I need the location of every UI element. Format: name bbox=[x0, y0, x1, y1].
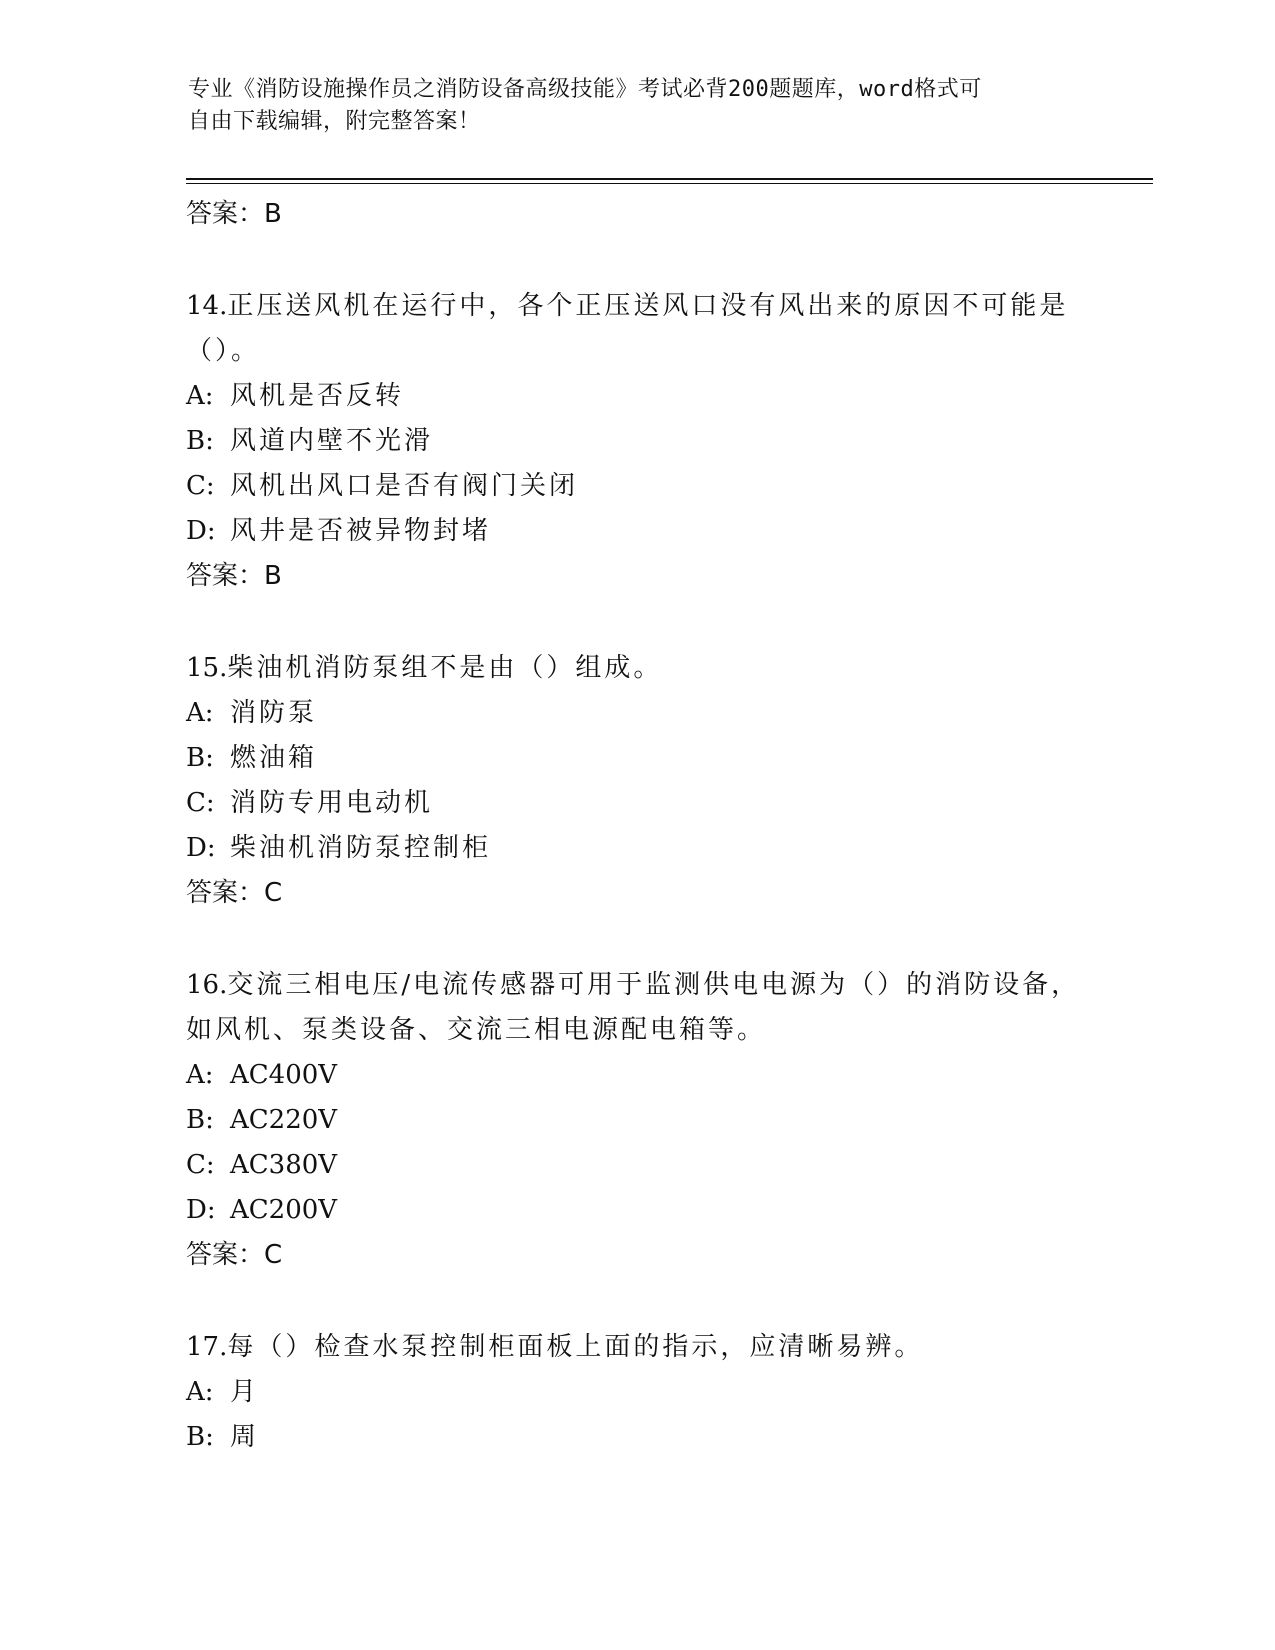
option-letter: D: bbox=[186, 1195, 216, 1225]
option-d bbox=[186, 1188, 1086, 1233]
option-b bbox=[186, 736, 1086, 781]
answer-label: 答案： bbox=[186, 878, 265, 908]
answer-line bbox=[186, 875, 1086, 915]
option-c bbox=[186, 464, 1086, 509]
question-number: 14. bbox=[186, 291, 228, 321]
option-d bbox=[186, 509, 1086, 554]
answer-line-13 bbox=[186, 196, 1086, 236]
option-letter: A: bbox=[186, 1377, 214, 1407]
document-header bbox=[188, 74, 1088, 138]
question-text: 正压送风机在运行中，各个正压送风口没有风出来的原因不可能是（）。 bbox=[186, 291, 1069, 366]
question-list bbox=[186, 192, 1086, 1460]
question-stem bbox=[186, 1325, 1086, 1370]
answer-value: C bbox=[264, 878, 283, 908]
question-16 bbox=[186, 963, 1086, 1277]
header-line-2: 自由下载编辑，附完整答案！ bbox=[188, 109, 481, 134]
option-a bbox=[186, 1053, 1086, 1098]
option-text: 月 bbox=[230, 1377, 260, 1407]
option-letter: B: bbox=[186, 426, 214, 456]
header-divider-thin bbox=[186, 183, 1153, 184]
question-stem bbox=[186, 284, 1086, 374]
option-letter: D: bbox=[186, 516, 216, 546]
option-c bbox=[186, 781, 1086, 826]
answer-line bbox=[186, 1237, 1086, 1277]
question-text: 每（）检查水泵控制柜面板上面的指示，应清晰易辨。 bbox=[227, 1332, 924, 1362]
option-text: 风机出风口是否有阀门关闭 bbox=[230, 471, 579, 501]
option-text: AC220V bbox=[230, 1105, 338, 1135]
question-number: 15. bbox=[186, 653, 228, 683]
option-letter: B: bbox=[186, 1105, 214, 1135]
option-text: AC380V bbox=[230, 1150, 338, 1180]
option-text: 风井是否被异物封堵 bbox=[230, 516, 492, 546]
option-b bbox=[186, 1098, 1086, 1143]
option-b bbox=[186, 1415, 1086, 1460]
question-number: 17. bbox=[186, 1332, 228, 1362]
question-17 bbox=[186, 1325, 1086, 1460]
answer-value: C bbox=[264, 1240, 283, 1270]
option-text: 风道内壁不光滑 bbox=[230, 426, 434, 456]
option-text: 柴油机消防泵控制柜 bbox=[230, 833, 492, 863]
option-letter: A: bbox=[186, 381, 214, 411]
option-text: 燃油箱 bbox=[230, 743, 318, 773]
option-a bbox=[186, 1370, 1086, 1415]
option-d bbox=[186, 826, 1086, 871]
option-text: 风机是否反转 bbox=[230, 381, 405, 411]
question-text: 交流三相电压/电流传感器可用于监测供电电源为（）的消防设备，如风机、泵类设备、交流三相电源配电箱等。 bbox=[186, 970, 1081, 1045]
option-letter: C: bbox=[186, 788, 215, 818]
question-stem bbox=[186, 963, 1086, 1053]
question-stem bbox=[186, 646, 1086, 691]
question-text: 柴油机消防泵组不是由（）组成。 bbox=[227, 653, 663, 683]
header-line-1: 专业《消防设施操作员之消防设备高级技能》考试必背200题题库，word格式可 bbox=[188, 77, 982, 102]
header-divider-thick bbox=[186, 178, 1153, 180]
option-a bbox=[186, 691, 1086, 736]
answer-label: 答案： bbox=[186, 561, 265, 591]
option-text: AC400V bbox=[230, 1060, 338, 1090]
answer-label: 答案： bbox=[186, 1240, 265, 1270]
option-letter: C: bbox=[186, 1150, 215, 1180]
answer-value: B bbox=[264, 561, 282, 591]
option-letter: D: bbox=[186, 833, 216, 863]
answer-value: B bbox=[264, 199, 282, 229]
option-a bbox=[186, 374, 1086, 419]
option-text: 消防专用电动机 bbox=[230, 788, 434, 818]
option-letter: C: bbox=[186, 471, 215, 501]
option-text: AC200V bbox=[230, 1195, 338, 1225]
option-c bbox=[186, 1143, 1086, 1188]
question-number: 16. bbox=[186, 970, 228, 1000]
option-text: 消防泵 bbox=[230, 698, 318, 728]
question-15 bbox=[186, 646, 1086, 915]
answer-line bbox=[186, 558, 1086, 598]
option-letter: A: bbox=[186, 1060, 214, 1090]
answer-label: 答案： bbox=[186, 199, 265, 229]
question-14 bbox=[186, 284, 1086, 598]
option-letter: B: bbox=[186, 743, 214, 773]
option-letter: A: bbox=[186, 698, 214, 728]
option-text: 周 bbox=[230, 1422, 260, 1452]
option-b bbox=[186, 419, 1086, 464]
option-letter: B: bbox=[186, 1422, 214, 1452]
